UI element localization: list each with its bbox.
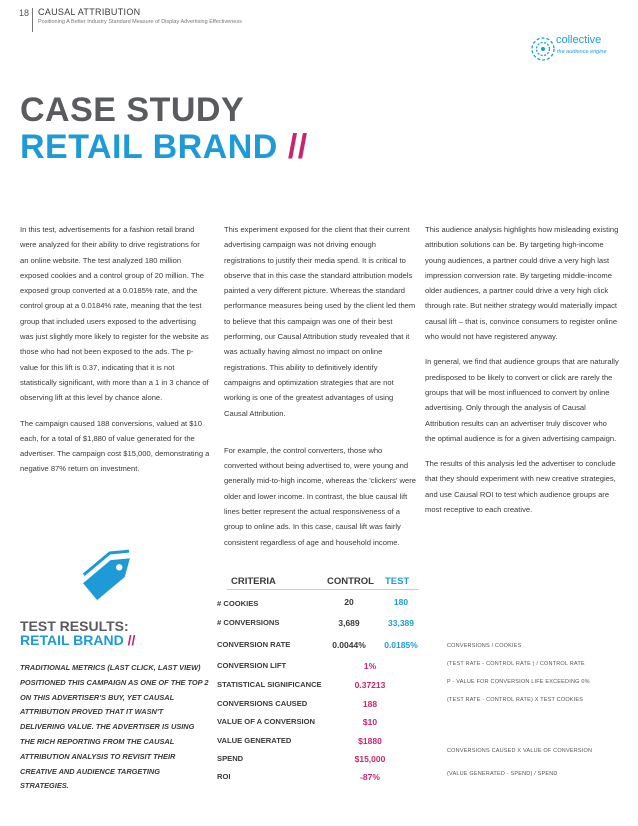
control-value: 20 [344,597,354,607]
title-line-1: CASE STUDY [20,91,245,129]
table-row-label: SPEND [217,754,244,763]
merged-value: 0.37213 [354,680,386,690]
paragraph: This audience analysis highlights how misleading existing attribution solutions can be. By targeting high-income young audiences, a partner could drive a very high last impression conversion rate. By targeting middle-income older audiences, a partner could drive a very high click through rate. But neither strategy would materially impact causal lift – that is, convince consumers to register online who would not have registered anyway. [425,225,619,342]
results-heading: TEST RESULTS: [20,618,129,634]
formula-note: (VALUE GENERATED - SPEND) / SPEND [447,771,558,777]
table-row-label: # COOKIES [217,599,259,608]
table-row-label: ROI [217,772,231,781]
table-header-test: TEST [385,576,410,587]
paragraph: For example, the control converters, those who converted without being advertised to, were young and generally mid-to-high income, whereas the 'clickers' were older and lower income. In contrast, the blue causal lift lines better represent the actual responsiveness of a group to online ads. In this case, causal lift was fairly consistent regardless of age and household income. [224,445,416,547]
table-row-label: CONVERSION RATE [217,640,291,649]
title-brand: RETAIL BRAND [20,128,278,166]
merged-value: -87% [360,772,380,782]
test-value: 180 [393,597,409,607]
body-column-1 [20,222,210,487]
title-line-2 [20,128,308,167]
logo-tagline: the audience engine [557,49,607,55]
table-row-label: VALUE GENERATED [217,736,292,745]
merged-value: $10 [362,717,378,727]
header-divider [32,8,33,32]
paragraph: In general, we find that audience groups that are naturally predisposed to be likely to convert or click are rarely the groups that will be most influenced to convert by online advertising. Only through the analysis of Causal Attribution results can an advertiser truly discover who the optimal audience is for a given advertising campaign. [425,357,619,443]
results-subheading [20,632,135,648]
merged-value: 1% [363,661,377,671]
logo-wordmark: collective [556,34,602,46]
title-slash: // [287,128,308,166]
formula-note: P - VALUE FOR CONVERSION LIFE EXCEEDING 0% [447,679,590,685]
table-row-label: CONVERSIONS CAUSED [217,699,308,708]
formula-note: CONVERSIONS / COOKIES [447,643,522,649]
body-column-2 [224,222,416,560]
table-header-rule [227,589,419,590]
formula-note: (TEST RATE - CONTROL RATE ) / CONTROL RATE [447,661,585,667]
price-tag-icon [70,540,150,610]
table-row-label: STATISTICAL SIGNIFICANCE [217,680,322,689]
results-slash: // [127,632,136,648]
section-title: CAUSAL ATTRIBUTION [38,7,141,17]
control-value: 3,689 [338,618,360,628]
formula-note: (TEST RATE - CONTROL RATE) X TEST COOKIES [447,697,584,703]
paragraph: The campaign caused 188 conversions, valued at $10 each, for a total of $1,880 of value generated for the advertiser. The campaign cost $15,000, demonstrating a negative 87% return on investment. [20,418,210,474]
formula-note: CONVERSIONS CAUSED X VALUE OF CONVERSION [447,748,593,754]
merged-value: 188 [362,699,378,709]
control-value: 0.0044% [332,640,366,650]
results-brand: RETAIL BRAND [20,632,124,648]
merged-value: $1880 [358,736,382,746]
table-header-criteria: CRITERIA [231,576,276,587]
paragraph: In this test, advertisements for a fashion retail brand were analyzed for their ability to drive registrations for an online website. The test analyzed 180 million exposed cookies and a control group of 20 million. The exposed group converted at a 0.0185% rate, and the control group at a 0.0184% rate, meaning that the test group that included users exposed to the advertising was just slightly more likely to register for the website as those who had not been exposed to the ads. The p-value for this lift is 0.37, indicating that it is not statistically significant, with more than a 1 in 3 chance of observing lift at this level by chance alone. [20,225,209,403]
merged-value: $15,000 [354,754,386,764]
test-value: 0.0185% [384,640,418,650]
paragraph: This experiment exposed for the client that their current advertising campaign was not driving enough registrations to justify their media spend. It is critical to observe that in this case the standard attribution models painted a very different picture. Whereas the standard performance measures being used by the client led them to believe that this campaign was one of their best performing, our Causal Attribution study revealed that it was actually having almost no impact on online registrations. This ability to definitively identify campaigns and optimization strategies that are not working is one of the greatest advantages of using Causal Attribution. [224,225,416,418]
table-row-label: CONVERSION LIFT [217,661,287,670]
page-number: 18 [19,8,30,18]
paragraph: The results of this analysis led the advertiser to conclude that they should experiment with new creative strategies, and use Causal ROI to test which audience groups are most receptive to each creative. [425,459,616,515]
table-row-label: VALUE OF A CONVERSION [217,717,316,726]
body-column-3 [425,222,619,527]
test-value: 33,389 [388,618,414,628]
results-summary: TRADITIONAL METRICS (LAST CLICK, LAST VIEW) POSITIONED THIS CAMPAIGN AS ONE OF THE TOP 2 ON THIS ADVERTISER'S BUY, YET CAUSAL ATTRIBUTION PROVED THAT IT WASN'T DELIVERING VALUE. THE ADVERTISER IS USING THE RICH REPORTING FROM THE CAUSAL ATTRIBUTION ANALYSIS TO REVISIT THEIR CREATIVE AND AUDIENCE TARGETING STRATEGIES. [20,663,209,791]
table-header-control: CONTROL [327,576,374,587]
table-row-label: # CONVERSIONS [217,618,280,627]
section-subtitle: Positioning A Better Industry Standard Measure of Display Advertising Effectiveness [38,19,242,25]
